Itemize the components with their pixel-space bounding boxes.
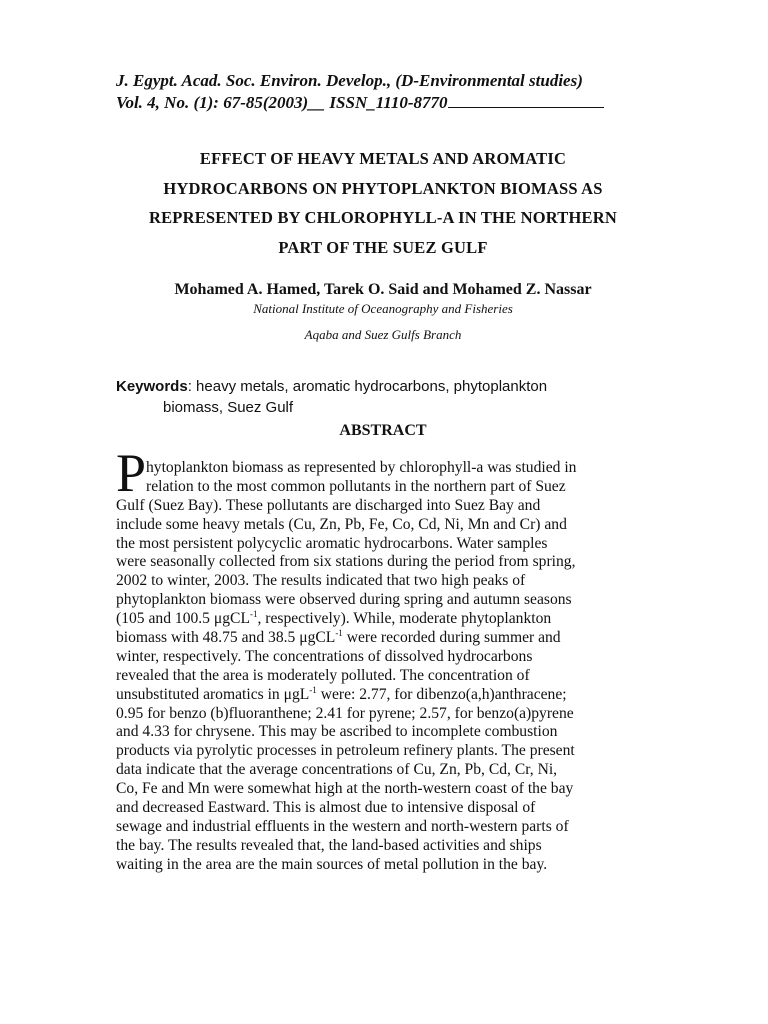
title-line-4: PART OF THE SUEZ GULF [278,237,488,257]
author-list: Mohamed A. Hamed, Tarek O. Said and Mohamed Z. Nassar [174,281,592,298]
abstract-line: winter, respectively. The concentrations of dissolved hydrocarbons [116,647,533,665]
abstract-line: phytoplankton biomass were observed during spring and autumn seasons [116,591,572,609]
abstract-line: Gulf (Suez Bay). These pollutants are discharged into Suez Bay and [116,496,541,514]
title-line-2: HYDROCARBONS ON PHYTOPLANKTON BIOMASS AS [163,178,603,198]
abstract-line: 2002 to winter, 2003. The results indicated that two high peaks of [116,572,526,590]
journal-citation-line2 [116,92,656,114]
abstract-heading: ABSTRACT [339,422,427,439]
superscript: -1 [249,609,258,620]
title-line-1: EFFECT OF HEAVY METALS AND AROMATIC [199,149,567,168]
superscript: -1 [335,628,343,639]
abstract-line [116,686,656,705]
abstract-line: Co, Fe and Mn were somewhat high at the north-western coast of the bay [116,780,574,798]
abstract-line: the most persistent polycyclic aromatic hydrocarbons. Water samples [116,534,548,552]
abstract-line: the bay. The results revealed that, the land-based activities and ships [116,836,542,854]
keywords-line-2: biomass, Suez Gulf [163,399,294,416]
keywords-block [116,376,616,418]
journal-header [116,70,656,114]
title-line-3: REPRESENTED BY CHLOROPHYLL-A IN THE NORTHERN [148,208,617,227]
keywords-line-1 [116,376,616,397]
abstract-line: data indicate that the average concentrations of Cu, Zn, Pb, Cd, Cr, Ni, [116,761,558,779]
abstract-line [116,629,656,648]
affiliation-institute: National Institute of Oceanography and Fisheries [253,301,513,316]
abstract-line: revealed that the area is moderately polluted. The concentration of [116,666,530,684]
abstract-line: 0.95 for benzo (b)fluoranthene; 2.41 for pyrene; 2.57, for benzo(a)pyrene [116,704,574,722]
abstract-text: , respectively). While, moderate phytoplankton [257,610,552,628]
abstract-text: unsubstituted aromatics in μgL [116,685,310,703]
keywords-label: Keywords [116,378,188,395]
abstract-dropcap: P [116,443,147,503]
abstract-line: hytoplankton biomass as represented by chlorophyll-a was studied in [146,459,577,476]
keywords-text-1: : heavy metals, aromatic hydrocarbons, phytoplankton [187,378,548,395]
abstract-text: (105 and 100.5 μgCL [116,610,250,628]
abstract-text: were: 2.77, for dibenzo(a,h)anthracene; [316,685,567,703]
affiliation-branch: Aqaba and Suez Gulfs Branch [304,327,462,342]
abstract-line: and decreased Eastward. This is almost due to intensive disposal of [116,799,536,817]
abstract-body [116,459,656,875]
abstract-text: biomass with 48.75 and 38.5 μgCL [116,629,336,647]
abstract-line: relation to the most common pollutants in the northern part of Suez [146,477,566,495]
journal-citation-line1: J. Egypt. Acad. Soc. Environ. Develop., (D-Environmental studies) [116,71,583,90]
paper-title [100,144,666,262]
abstract-line: were seasonally collected from six stations during the period from spring, [116,553,576,571]
abstract-line: include some heavy metals (Cu, Zn, Pb, Fe, Co, Cd, Ni, Mn and Cr) and [116,515,567,533]
header-rule [448,93,604,108]
superscript: -1 [309,684,317,695]
abstract-line: sewage and industrial effluents in the western and north-western parts of [116,817,569,835]
abstract-line: and 4.33 for chrysene. This may be ascribed to incomplete combustion [116,723,558,741]
abstract-line: waiting in the area are the main sources of metal pollution in the bay. [116,855,548,873]
journal-volume-issn: Vol. 4, No. (1): 67-85(2003)__ ISSN_1110-8770 [116,93,448,112]
abstract-text: were recorded during summer and [342,629,561,647]
abstract-line: products via pyrolytic processes in petroleum refinery plants. The present [116,742,575,760]
abstract-line [116,610,656,629]
